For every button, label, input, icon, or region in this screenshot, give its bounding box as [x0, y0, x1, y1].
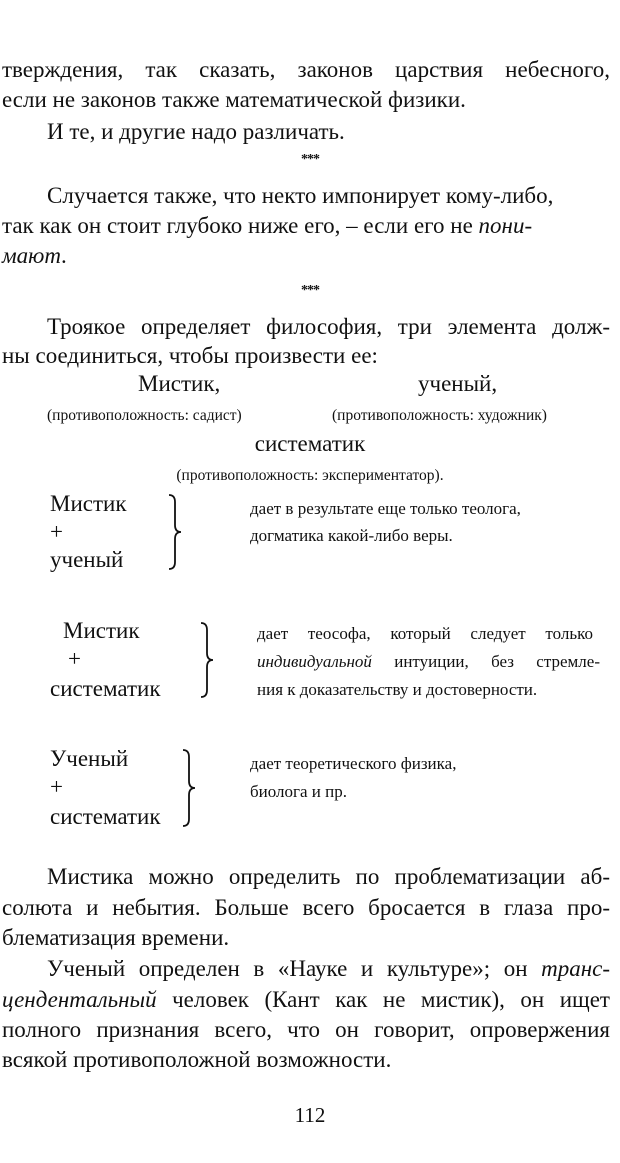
para5-line3: блематизация времени. — [2, 925, 230, 950]
triad-mystic: Мистик, — [138, 371, 221, 396]
combo1-term2: ученый — [50, 547, 124, 572]
para1-line2: если не законов также математической физики. — [2, 87, 466, 112]
combo2-result-line3: ния к доказательству и достоверности. — [257, 680, 538, 699]
para6-line1: Ученый определен в «Науке и культуре»; он транс- — [47, 956, 610, 981]
combo1-brace — [166, 493, 184, 571]
para1-line1: тверждения, так сказать, законов царствия небесного, — [2, 57, 610, 82]
para2-line1: И те, и другие надо различать. — [47, 119, 345, 144]
para5-line1: Мистика можно определить по проблематизации аб- — [47, 864, 610, 889]
combo2-brace — [198, 621, 216, 699]
para6-line2: цендентальный человек (Кант как не мистик), он ищет — [2, 987, 610, 1012]
combo2-term1: Мистик — [63, 618, 140, 643]
para6-line4: всякой противоположной возможности. — [2, 1047, 392, 1072]
combo3-brace — [180, 748, 198, 828]
combo3-term2: систематик — [50, 804, 161, 829]
combo3-result-line2: биолога и пр. — [250, 782, 347, 801]
combo1-term1: Мистик — [50, 491, 127, 516]
para6-line3: полного признания всего, что он говорит, опровержения — [2, 1017, 610, 1042]
combo3-term1: Ученый — [50, 746, 129, 771]
page-number: 112 — [294, 1103, 326, 1127]
triad-systematic: систематик — [254, 431, 366, 456]
combo1-plus: + — [50, 519, 63, 544]
combo2-term2: систематик — [50, 676, 161, 701]
para3-line2: так как он стоит глубоко ниже его, – если его не пони- — [2, 213, 533, 238]
combo3-plus: + — [50, 774, 63, 799]
combo2-plus: + — [68, 646, 81, 671]
para4-line1: Троякое определяет философия, три элемента долж- — [47, 314, 610, 339]
combo2-result-line2: индивидуальной интуиции, без стремле- — [257, 652, 600, 671]
para3-line1: Случается также, что некто импонирует кому-либо, — [47, 183, 554, 208]
section-separator-2: *** — [301, 283, 319, 298]
triad-scientist-note: (противоположность: художник) — [332, 407, 547, 424]
para3-line3: мают. — [2, 243, 67, 268]
para5-line2: солюта и небытия. Больше всего бросается в глаза про- — [2, 895, 610, 920]
combo3-result-line1: дает теоретического физика, — [250, 754, 457, 773]
triad-scientist: ученый, — [418, 371, 498, 396]
combo2-result-line1: дает теософа, который следует только — [257, 624, 593, 643]
section-separator-1: *** — [301, 152, 319, 167]
triad-mystic-note: (противоположность: садист) — [47, 407, 242, 424]
combo1-result-line1: дает в результате еще только теолога, — [250, 499, 521, 518]
combo1-result-line2: догматика какой-либо веры. — [250, 526, 453, 545]
triad-systematic-note: (противоположность: экспериментатор). — [176, 467, 444, 484]
para4-line2: ны соединиться, чтобы произвести ее: — [2, 343, 378, 368]
